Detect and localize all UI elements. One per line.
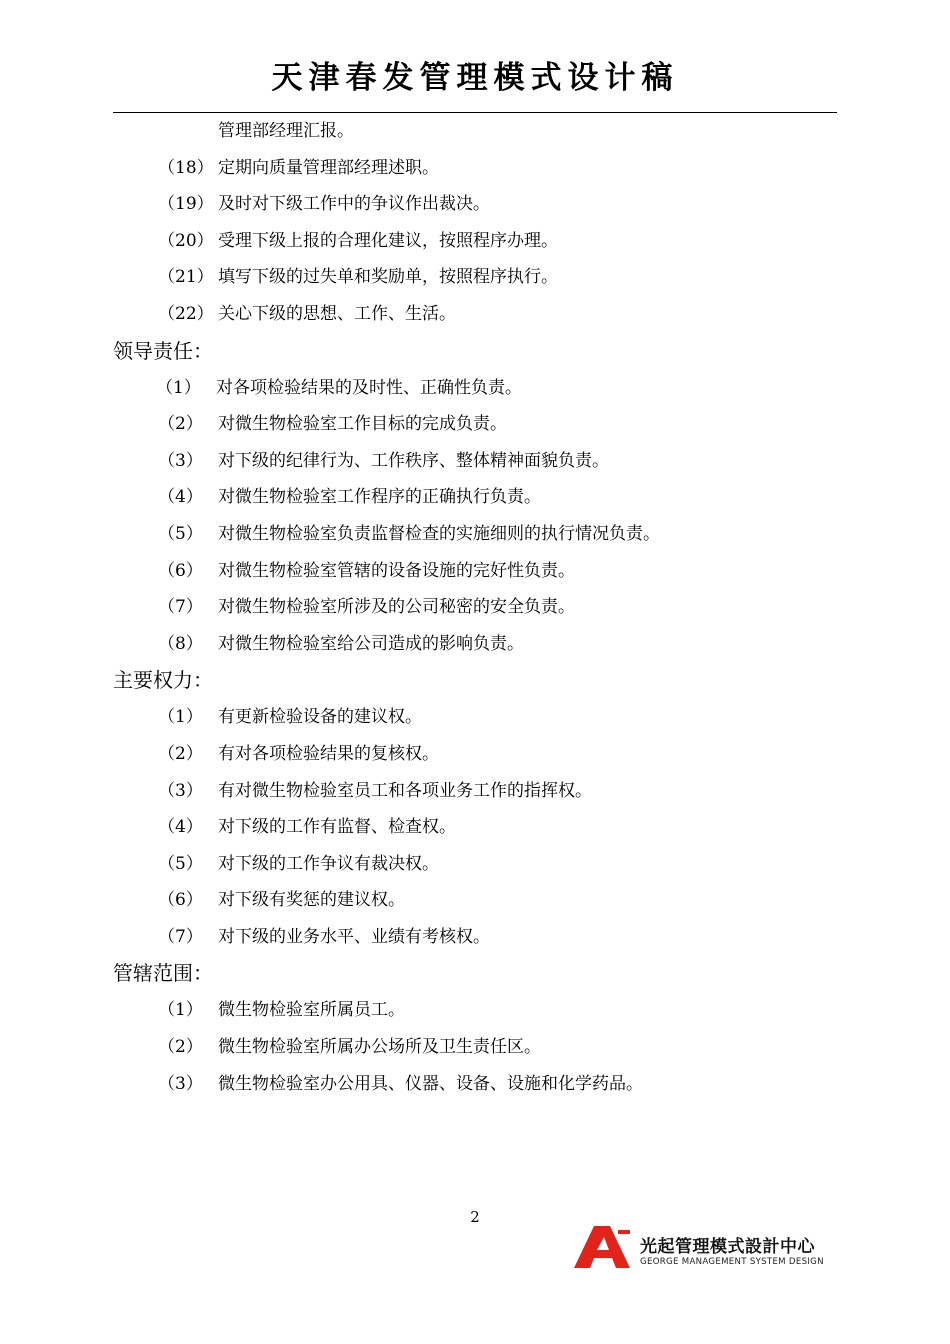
list-item-number: （20）: [158, 230, 214, 251]
list-item: [113, 736, 837, 773]
list-item-number: （1）: [158, 707, 203, 728]
list-item-text: 有对微生物检验室员工和各项业务工作的指挥权。: [218, 780, 592, 801]
list-item-number: （21）: [158, 267, 214, 288]
list-item-number: （2）: [158, 414, 203, 435]
list-item-number: （19）: [158, 194, 214, 215]
list-item-text: 填写下级的过失单和奖励单，按照程序执行。: [218, 267, 558, 288]
list-item-text: 有更新检验设备的建议权。: [218, 707, 422, 728]
list-item: [113, 882, 837, 919]
list-item: [113, 150, 837, 187]
list-item-text: 及时对下级工作中的争议作出裁决。: [218, 194, 490, 215]
list-item: [113, 186, 837, 223]
list-item-text: 定期向质量管理部经理述职。: [218, 157, 439, 178]
list-item: [113, 589, 837, 626]
continued-line: [113, 113, 837, 150]
list-item: [113, 809, 837, 846]
leadership-responsibility-list: [113, 370, 837, 663]
list-item: [113, 259, 837, 296]
list-item-text: 对下级的工作争议有裁决权。: [218, 853, 439, 874]
list-item-text: 对微生物检验室所涉及的公司秘密的安全负责。: [218, 597, 575, 618]
section-heading-main-authority: 主要权力：: [113, 668, 213, 693]
list-item-number: （3）: [158, 1073, 203, 1094]
document-body: [113, 113, 837, 1102]
list-item-text: 受理下级上报的合理化建议，按照程序办理。: [218, 230, 558, 251]
page-number: 2: [470, 1208, 480, 1226]
list-item: [113, 516, 837, 553]
list-item-number: （3）: [158, 780, 203, 801]
list-item-text: 对下级有奖惩的建议权。: [218, 890, 405, 911]
list-item-text: 微生物检验室所属员工。: [218, 1000, 405, 1021]
list-item-text: 对下级的业务水平、业绩有考核权。: [218, 926, 490, 947]
list-item-number: （2）: [158, 743, 203, 764]
list-item: [113, 370, 837, 407]
logo-a-icon: [574, 1226, 630, 1268]
list-item-number: （7）: [158, 926, 203, 947]
list-item-number: （18）: [158, 157, 214, 178]
list-item: [113, 1029, 837, 1066]
list-item: [113, 626, 837, 663]
section-heading-leadership-responsibility: 领导责任：: [113, 338, 213, 363]
intro-list: [113, 150, 837, 333]
list-item-number: （5）: [158, 853, 203, 874]
jurisdiction-list: [113, 992, 837, 1102]
list-item: [113, 479, 837, 516]
list-item: [113, 699, 837, 736]
list-item: [113, 1066, 837, 1103]
list-item-text: 对下级的工作有监督、检查权。: [218, 817, 456, 838]
logo-english-name: GEORGE MANAGEMENT SYSTEM DESIGN: [640, 1257, 824, 1267]
list-item: [113, 443, 837, 480]
list-item: [113, 846, 837, 883]
company-logo: [574, 1226, 844, 1270]
section-heading-jurisdiction: 管辖范围：: [113, 961, 213, 986]
list-item-text: 有对各项检验结果的复核权。: [218, 743, 439, 764]
list-item-text: 对微生物检验室工作程序的正确执行负责。: [218, 487, 541, 508]
list-item-number: （5）: [158, 523, 203, 544]
logo-chinese-name: 光起管理模式設計中心: [640, 1237, 815, 1257]
list-item: [113, 223, 837, 260]
list-item-number: （6）: [158, 560, 203, 581]
list-item-number: （4）: [158, 487, 203, 508]
list-item-number: （7）: [158, 597, 203, 618]
list-item-text: 微生物检验室所属办公场所及卫生责任区。: [218, 1037, 541, 1058]
list-item-text: 管理部经理汇报。: [218, 121, 354, 141]
list-item-number: （1）: [158, 1000, 203, 1021]
list-item-number: （22）: [158, 303, 214, 324]
list-item-number: （4）: [158, 817, 203, 838]
list-item-number: （2）: [158, 1037, 203, 1058]
list-item-text: 对微生物检验室负责监督检查的实施细则的执行情况负责。: [218, 523, 660, 544]
list-item-text: 对各项检验结果的及时性、正确性负责。: [216, 377, 522, 398]
page-title: 天津春发管理模式设计稿: [271, 60, 679, 96]
list-item: [113, 296, 837, 333]
list-item-number: （3）: [158, 450, 203, 471]
list-item: [113, 406, 837, 443]
list-item: [113, 992, 837, 1029]
list-item-text: 对下级的纪律行为、工作秩序、整体精神面貌负责。: [218, 450, 609, 471]
list-item: [113, 773, 837, 810]
list-item-number: （6）: [158, 890, 203, 911]
list-item: [113, 553, 837, 590]
list-item-text: 微生物检验室办公用具、仪器、设备、设施和化学药品。: [218, 1073, 643, 1094]
list-item-text: 对微生物检验室管辖的设备设施的完好性负责。: [218, 560, 575, 581]
list-item-text: 对微生物检验室工作目标的完成负责。: [218, 414, 507, 435]
list-item: [113, 919, 837, 956]
list-item-number: （8）: [158, 633, 203, 654]
list-item-number: （1）: [156, 377, 201, 398]
list-item-text: 关心下级的思想、工作、生活。: [218, 303, 456, 324]
main-authority-list: [113, 699, 837, 955]
list-item-text: 对微生物检验室给公司造成的影响负责。: [218, 633, 524, 654]
